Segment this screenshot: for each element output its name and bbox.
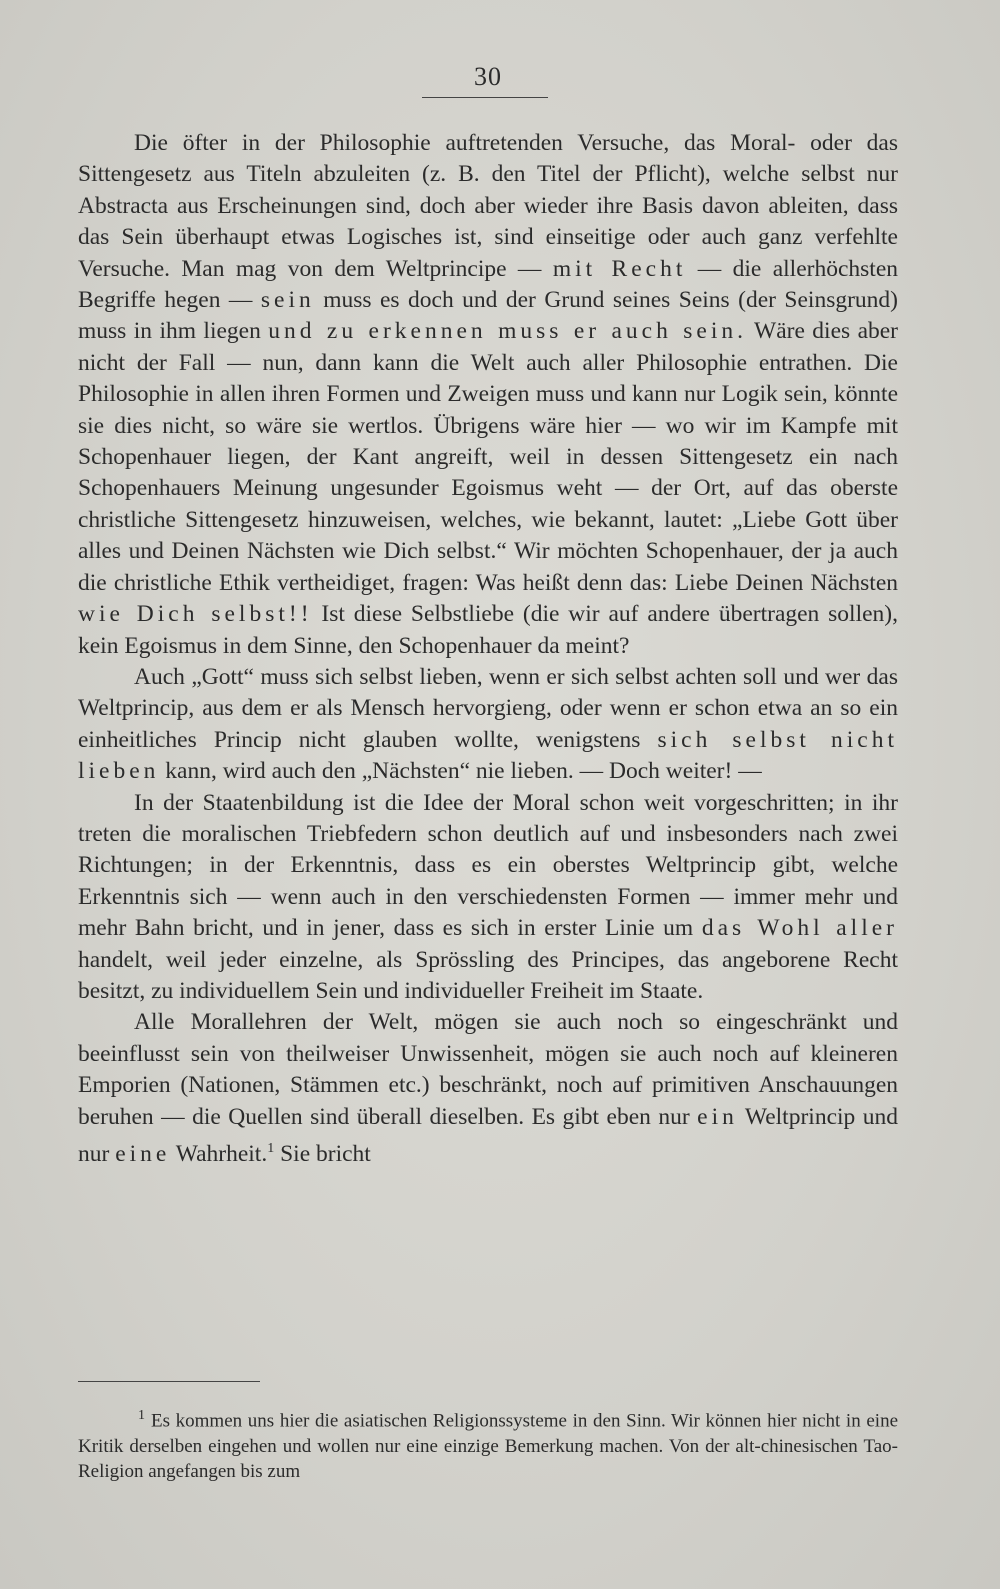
text-run: — die allerhöchsten Begriffe hegen — bbox=[78, 255, 899, 314]
text-run: handelt, weil jeder einzelne, als Sprössling des Principes, das angeborene Recht besitzt, zu individuellem Sein und individueller Freiheit im Staate. bbox=[78, 946, 898, 1004]
footnote-text: Es kommen uns hier die asiatischen Religionssysteme in den Sinn. Wir können hier nicht in eine Kritik derselben eingehen und wollen nur eine einzige Bemerkung machen. Von der alt-chinesischen Tao-Religion angefangen bis zum bbox=[78, 1410, 898, 1483]
footnote-rule bbox=[78, 1381, 260, 1382]
paragraph bbox=[78, 662, 898, 788]
text-run: Weltprincip und nur bbox=[78, 1103, 898, 1167]
paragraph bbox=[78, 788, 898, 1008]
emphasized-text: und zu erkennen muss er auch sein. bbox=[268, 318, 748, 345]
footnote-reference: 1 bbox=[267, 1141, 275, 1156]
text-run: Wahrheit. bbox=[170, 1140, 268, 1167]
text-run: kann, wird auch den „Nächsten“ nie lieben. — Doch weiter! — bbox=[159, 758, 762, 785]
footnote-mark: 1 bbox=[138, 1408, 145, 1423]
text-run: Ist diese Selbstliebe (die wir auf andere übertragen sollen), kein Egoismus in dem Sinne, den Schopenhauer da meint? bbox=[78, 601, 899, 659]
text-run: Alle Morallehren der Welt, mögen sie auch noch so eingeschränkt und beeinflusst sein von theilweiser Unwissenheit, mögen sie auch noch auf kleineren Emporien (Nationen, Stämmen etc.) beschränkt, noch auf primitiven Anschauungen beruhen — die Quellen sind überall dieselben. Es gibt eben nur bbox=[78, 1009, 898, 1130]
paragraph bbox=[78, 1007, 898, 1170]
emphasized-text: mit Recht bbox=[552, 255, 687, 282]
text-run: Sie bricht bbox=[274, 1140, 371, 1167]
page-number: 30 bbox=[474, 62, 502, 91]
emphasized-text: sein bbox=[260, 287, 315, 314]
emphasized-text: wie Dich selbst!! bbox=[78, 601, 313, 628]
footnote bbox=[78, 1403, 898, 1485]
text-run: Auch „Gott“ muss sich selbst lieben, wenn er sich selbst achten soll und wer das Weltprincip, aus dem er als Mensch hervorgieng, oder wenn er schon etwa an so ein einheitliches Princip nicht glauben wollte, wenigstens bbox=[78, 663, 898, 753]
text-run: Die öfter in der Philosophie auftretenden Versuche, das Moral- oder das Sittengesetz aus Titeln abzuleiten (z. B. den Titel der Pflicht), welche selbst nur Abstracta aus Erscheinungen sind, doch aber wieder ihre Basis davon ableiten, dass das Sein überhaupt etwas Logisches ist, sind einseitige oder auch ganz verfehlte Versuche. Man mag von dem Weltprincipe — bbox=[78, 130, 898, 282]
body-text bbox=[78, 128, 898, 1170]
emphasized-text: ein bbox=[697, 1103, 738, 1130]
paragraph bbox=[78, 128, 898, 662]
text-run: Wäre dies aber nicht der Fall — nun, dann kann die Welt auch aller Philosophie entrathen. Die Philosophie in allen ihren Formen und Zweigen muss und kann nur Logik sein, könnte sie dies nicht, so wäre sie wertlos. Übrigens wäre hier — wo wir im Kampfe mit Schopenhauer liegen, der Kant angreift, weil in dessen Sittengesetz ein nach Schopenhauers Meinung ungesunder Egoismus weht — der Ort, auf das oberste christliche Sittengesetz hinzuweisen, welches, wie bekannt, lautet: „Liebe Gott über alles und Deinen Nächsten wie Dich selbst.“ Wir möchten Schopenhauer, der ja auch die christliche Ethik vertheidiget, fragen: Was heißt denn das: Liebe Deinen Nächsten bbox=[78, 318, 899, 596]
emphasized-text: eine bbox=[115, 1140, 171, 1167]
emphasized-text: sich selbst nicht lieben bbox=[78, 726, 898, 785]
header-rule bbox=[422, 97, 548, 98]
text-run: In der Staatenbildung ist die Idee der Moral schon weit vorgeschritten; in ihr treten die moralischen Triebfedern schon deutlich auf und insbesonders nach zwei Richtungen; in der Erkenntnis, dass es ein oberstes Weltprincip gibt, welche Erkenntnis sich — wenn auch in den verschiedensten Formen — immer mehr und mehr Bahn bricht, und in jener, dass es sich in erster Linie um bbox=[78, 789, 898, 942]
text-run: muss es doch und der Grund seines Seins (der Seinsgrund) muss in ihm liegen bbox=[78, 287, 899, 345]
emphasized-text: das Wohl aller bbox=[701, 915, 898, 942]
